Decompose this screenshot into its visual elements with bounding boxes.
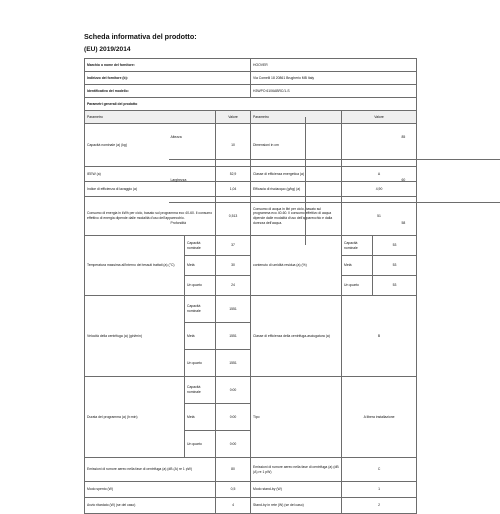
col-header-param-right: Parametro — [251, 111, 342, 124]
washing-efficiency-value: 1,04 — [216, 182, 251, 197]
noise-emission-label: Emissioni di rumore aereo nella fase di centrifuga (a) (dB (A) re 1 pW) — [85, 458, 216, 482]
duration-row-value: 0:00 — [216, 377, 251, 404]
networked-standby-label: Stand-by in rete (W) (se del caso) — [251, 498, 342, 514]
col-header-param-left: Parametro — [85, 111, 216, 124]
off-mode-label: Modo spento (W) — [85, 482, 216, 498]
noise-emission-value: 80 — [216, 458, 251, 482]
sheet-title: Scheda informativa del prodotto: — [84, 32, 197, 41]
spin-speed-row-value: 1551 — [216, 296, 251, 323]
delay-start-label: Avvio ritardato (W) (se del caso) — [85, 498, 216, 514]
spin-speed-row-value: 1551 — [216, 350, 251, 377]
dimensions-label: Dimensioni in cm — [251, 124, 342, 167]
duration-row-value: 0:00 — [216, 431, 251, 458]
type-label: Tipo — [251, 377, 342, 458]
temperature-row-label: Un quarto — [185, 276, 216, 296]
supplier-address-value: Via Comelli 18 20861 Brugherio MB Italy — [251, 72, 417, 85]
delay-start-value: 4 — [216, 498, 251, 514]
energy-consumption-value: 0,513 — [216, 197, 251, 236]
supplier-name-value: HOOVER — [251, 59, 417, 72]
dimensions-cell: Altezza 85 Larghezza 60 Profondità 58 — [342, 124, 417, 167]
spin-class-label: Classe di efficienza della centrifuga-asciugatura (a) — [251, 296, 342, 377]
duration-row-label: Un quarto — [185, 431, 216, 458]
temperature-row-label: Metà — [185, 256, 216, 276]
spin-speed-row-value: 1551 — [216, 323, 251, 350]
water-consumption-label: Consumo di acqua in litri per ciclo, basato sul programma eco 40-60. Il consumo effettivo di acqua dipende dalle modalità d'uso dell'apparecchio e dalla durezza dell'acqua. — [251, 197, 342, 236]
supplier-name-label: Marchio o nome del fornitore: — [85, 59, 251, 72]
rinsing-effectiveness-label: Efficacia di risciacquo (g/kg) (a) — [251, 182, 342, 197]
spin-speed-row-label: Metà — [185, 323, 216, 350]
spin-speed-row-label: Capacità nominale — [185, 296, 216, 323]
standby-label: Modo stand-by (W) — [251, 482, 342, 498]
moisture-label: contenuto di umidità residua (a) (%) — [251, 236, 342, 296]
noise-class-label: Emissioni di rumore aereo nella fase di centrifuga (a) (dB (A) re 1 pW) — [251, 458, 342, 482]
section-header: Parametri generali del prodotto — [85, 98, 417, 111]
moisture-row-label: Metà — [342, 256, 373, 276]
moisture-row-value: 53 — [373, 276, 417, 296]
moisture-row-label: Capacità nominale — [342, 236, 373, 256]
duration-row-label: Metà — [185, 404, 216, 431]
capacity-label: Capacità nominale (a) (kg) — [85, 124, 216, 167]
noise-class-value: C — [342, 458, 417, 482]
col-header-value-left: Valore — [216, 111, 251, 124]
regulation-reference: (EU) 2019/2014 — [84, 46, 131, 53]
rinsing-effectiveness-value: 4,90 — [342, 182, 417, 197]
temperature-row-value: 24 — [216, 276, 251, 296]
spin-class-value: B — [342, 296, 417, 377]
washing-efficiency-label: Indice di efficienza di lavaggio (a) — [85, 182, 216, 197]
supplier-address-label: Indirizzo del fornitore (b): — [85, 72, 251, 85]
product-table — [84, 58, 417, 514]
networked-standby-value: 2 — [342, 498, 417, 514]
temperature-row-value: 37 — [216, 236, 251, 256]
width-value: 60 — [342, 159, 417, 167]
eew-label: IEEW (a) — [85, 167, 216, 182]
temperature-row-value: 30 — [216, 256, 251, 276]
model-identifier-label: Identificativo del modello: — [85, 85, 251, 98]
program-duration-label: Durata del programma (a) (h:min) — [85, 377, 185, 458]
water-consumption-value: 51 — [342, 197, 417, 236]
capacity-value: 10 — [216, 124, 251, 167]
off-mode-value: 0,5 — [216, 482, 251, 498]
energy-consumption-label: Consumo di energia in kWh per ciclo, basato sul programma eco 40-60. Il consumo effettivo di energia dipende dalle modalità d'uso dell'apparecchio. — [85, 197, 216, 236]
spin-speed-row-label: Un quarto — [185, 350, 216, 377]
duration-row-label: Capacità nominale — [185, 377, 216, 404]
type-value: A libera installazione — [342, 377, 417, 458]
model-identifier-value: H3WPO 6106ABRC/1-S — [251, 85, 417, 98]
temperature-row-label: Capacità nominale — [185, 236, 216, 256]
duration-row-value: 0:00 — [216, 404, 251, 431]
height-value: 85 — [342, 124, 417, 160]
energy-class-value: A — [342, 167, 417, 182]
moisture-row-label: Un quarto — [342, 276, 373, 296]
moisture-row-value: 53 — [373, 236, 417, 256]
eew-value: 52,9 — [216, 167, 251, 182]
col-header-value-right: Valore — [342, 111, 417, 124]
moisture-row-value: 53 — [373, 256, 417, 276]
temperature-label: Temperatura massima all'interno dei tessuti trattati (a) (°C) — [85, 236, 185, 296]
spin-speed-label: Velocità della centrifuga (a) (giri/min) — [85, 296, 185, 377]
energy-class-label: Classe di efficienza energetica (a) — [251, 167, 342, 182]
standby-value: 1 — [342, 482, 417, 498]
